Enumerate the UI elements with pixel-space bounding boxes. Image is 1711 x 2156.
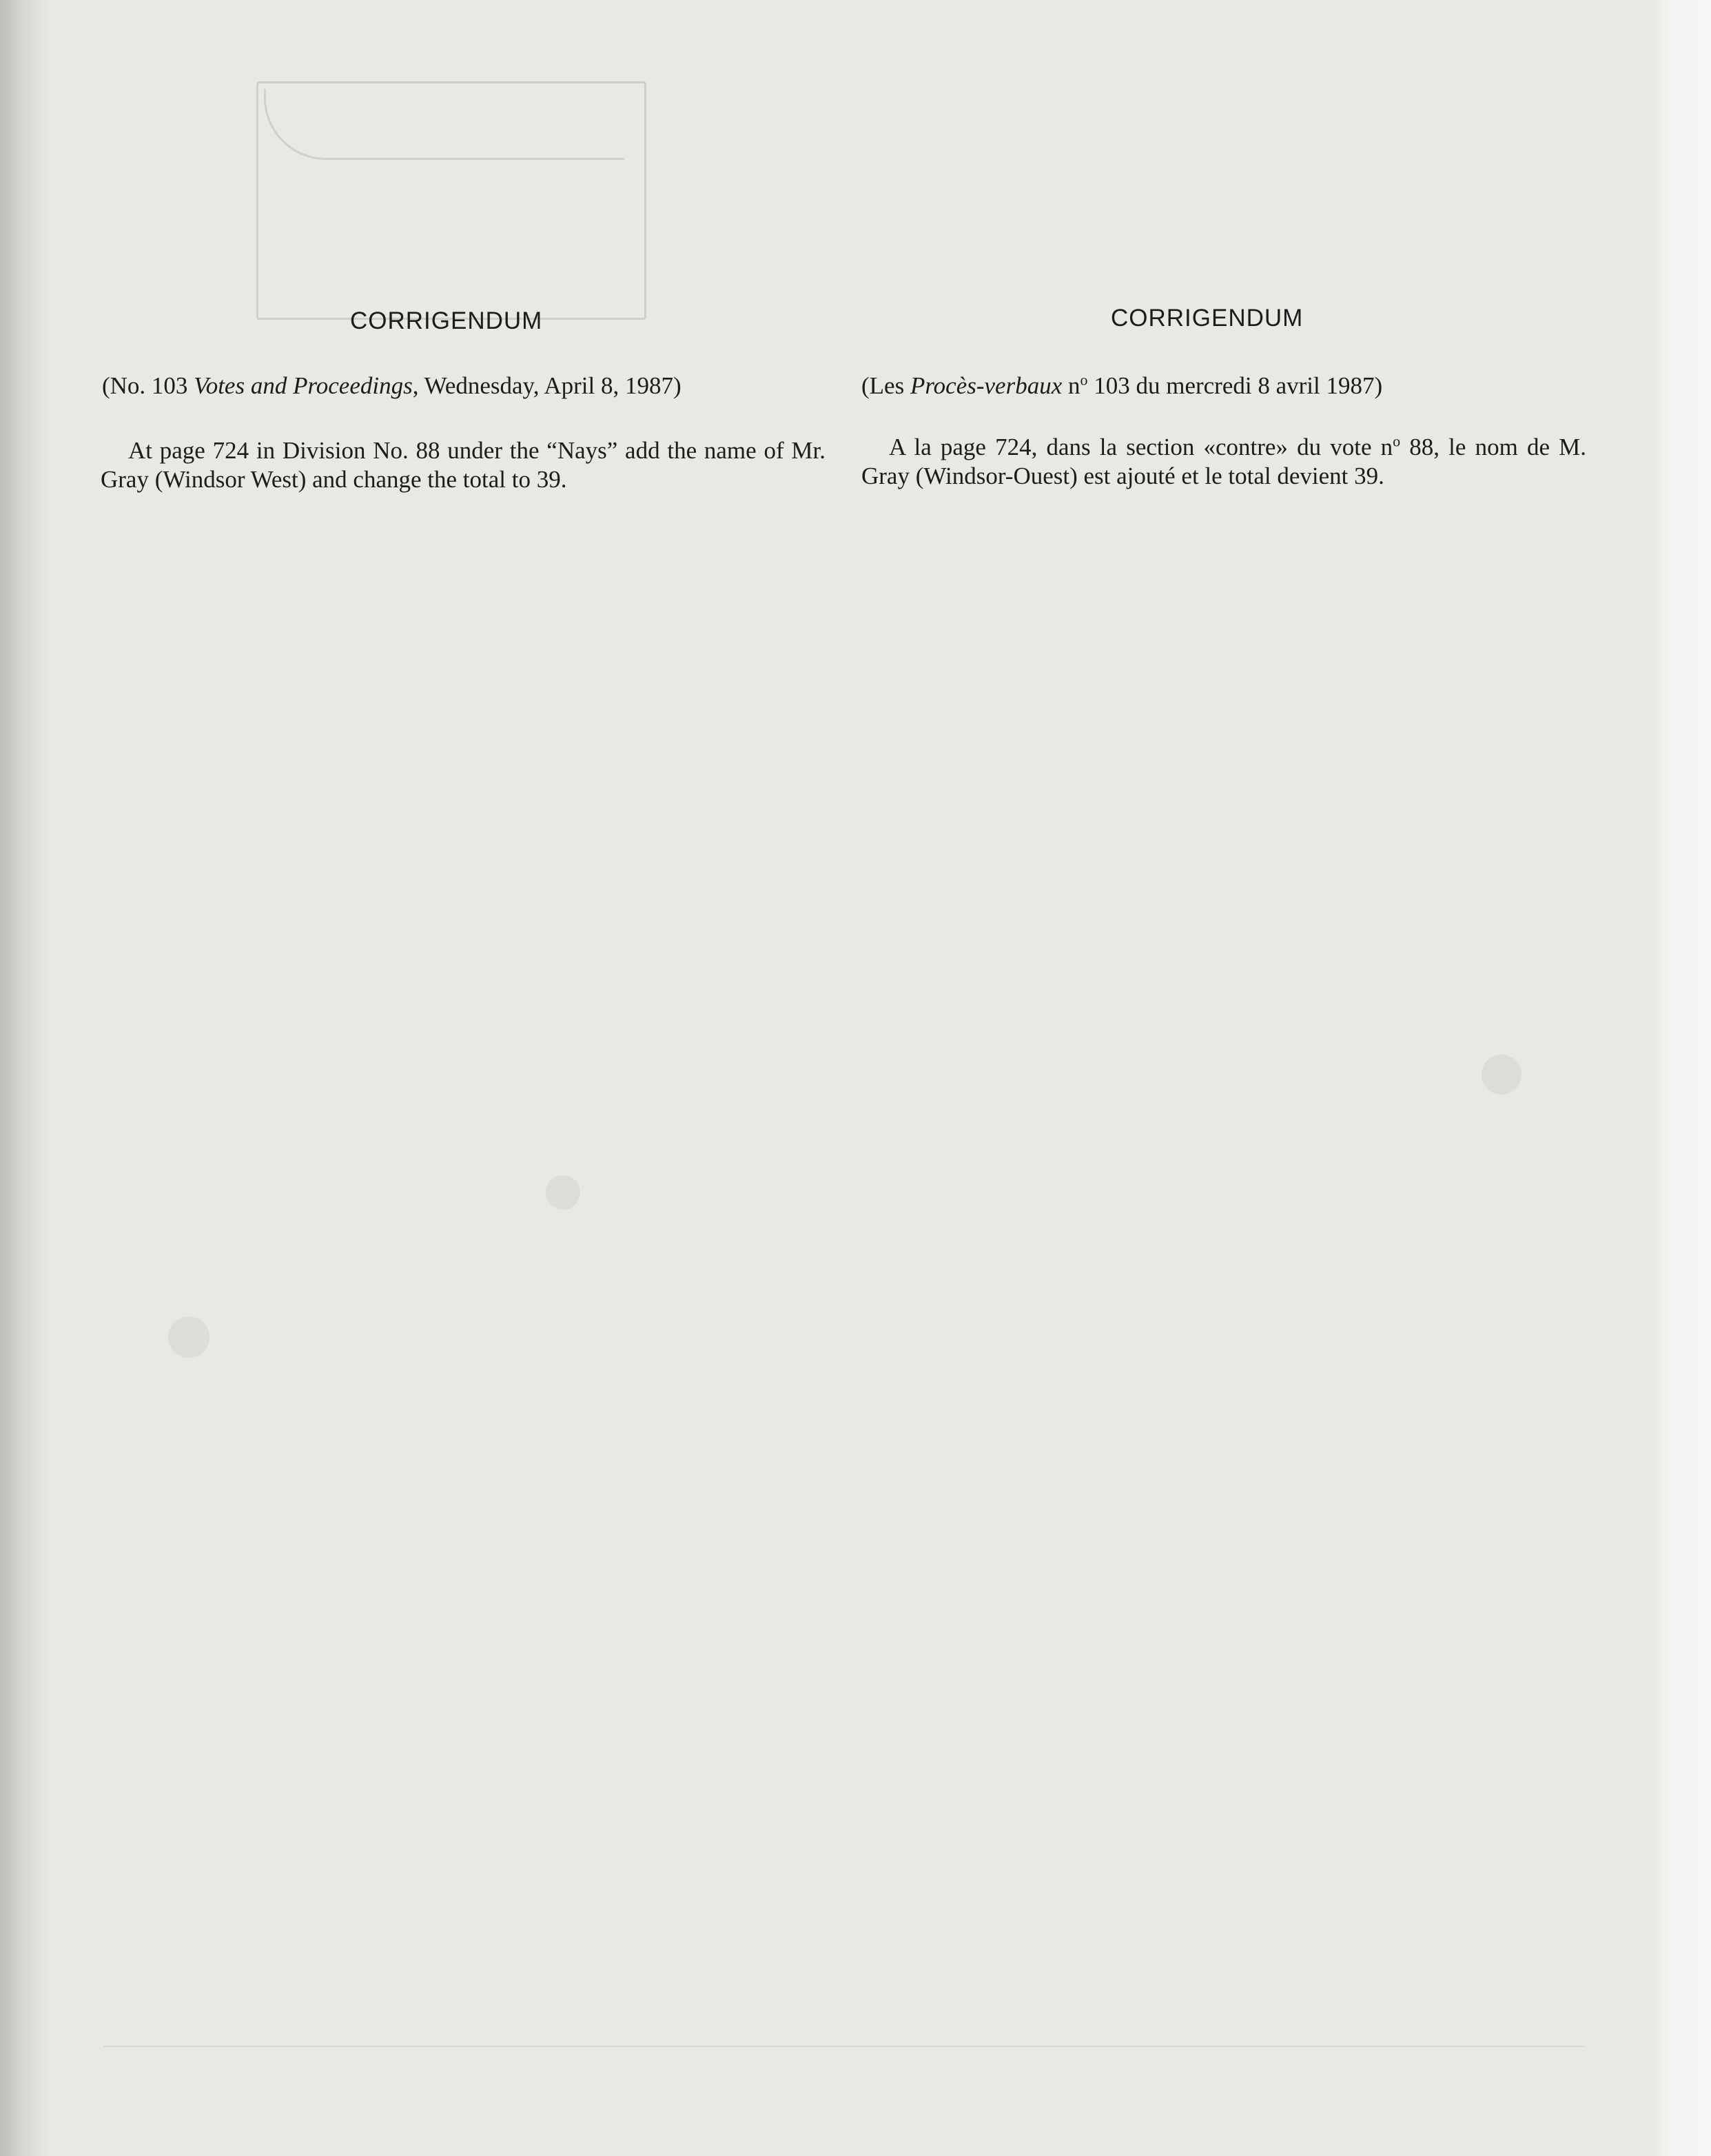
publication-title: Procès-verbaux (910, 372, 1063, 399)
correction-text-part1: A la page 724, dans la section «contre» du vote n (889, 434, 1393, 460)
correction-text-part2: 88, le nom de M. Gray (Windsor-Ouest) est ajouté et le total devient 39. (861, 434, 1587, 489)
publication-title: Votes and Proceedings (194, 372, 413, 399)
reference-number-prefix: n (1062, 372, 1080, 399)
reference-date: 103 du mercredi 8 avril 1987) (1087, 372, 1383, 399)
corrigendum-reference-french (861, 372, 1382, 400)
corrigendum-reference-english (102, 372, 682, 400)
page-left-edge-shadow (0, 0, 48, 2156)
stamp-curve-decoration (264, 89, 624, 160)
correction-text: At page 724 in Division No. 88 under the “Nays” add the name of Mr. Gray (Windsor West) and change the total to 39. (101, 437, 826, 493)
show-through-footer-rule (103, 2046, 1585, 2047)
corrigendum-body-french (861, 433, 1586, 491)
show-through-mark (168, 1316, 209, 1358)
numero-superscript: o (1080, 371, 1088, 389)
reference-date: , Wednesday, April 8, 1987) (412, 372, 682, 399)
show-through-mark (1482, 1055, 1522, 1095)
show-through-mark (546, 1175, 580, 1210)
show-through-postage-stamp (256, 81, 646, 320)
corrigendum-heading-english: CORRIGENDUM (350, 307, 543, 334)
reference-prefix: (No. 103 (102, 372, 194, 399)
corrigendum-heading-french: CORRIGENDUM (1111, 305, 1304, 332)
numero-superscript: o (1393, 432, 1401, 450)
reference-prefix: (Les (861, 372, 910, 399)
page-right-margin (1650, 0, 1711, 2156)
corrigendum-body-english (101, 436, 826, 494)
